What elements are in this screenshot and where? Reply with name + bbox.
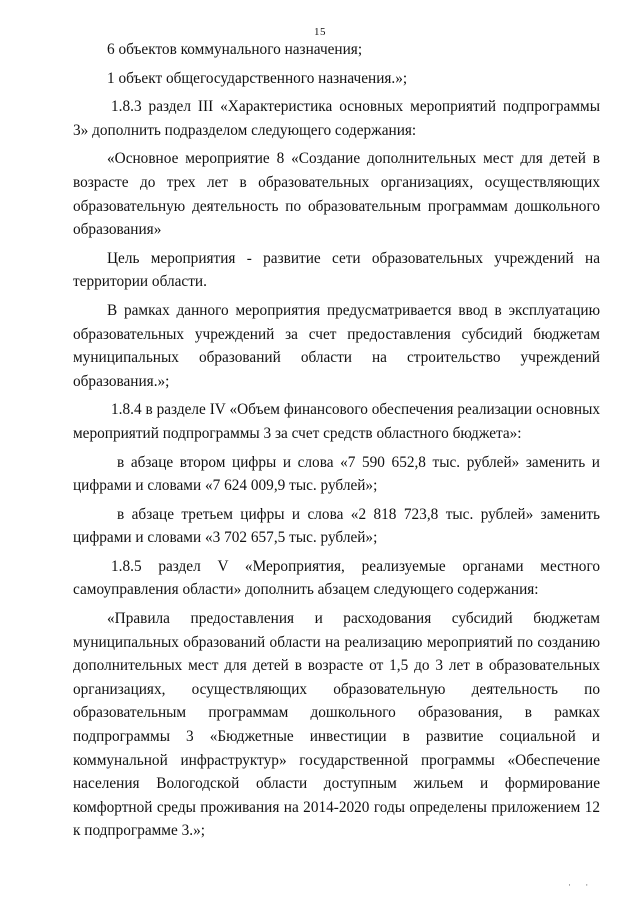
paragraph-main-activity-8: «Основное мероприятие 8 «Создание дополнительных мест для детей в возрасте до трех лет в образовательных организациях, осуществляющих образовательную деятельность по образовательным программам дошкольного образования» bbox=[73, 150, 600, 239]
paragraph-second-abzac: в абзаце втором цифры и слова «7 590 652,8 тыс. рублей» заменить и цифрами и словами «7 624 009,9 тыс. рублей»; bbox=[73, 453, 600, 495]
page-number: 15 bbox=[314, 26, 326, 38]
paragraph-activity-goal: Цель мероприятия - развитие сети образовательных учреждений на территории области. bbox=[73, 249, 600, 291]
paragraph-subsidy-rules: «Правила предоставления и расходования субсидий бюджетам муниципальных образований области на реализацию мероприятий по созданию дополнительных мест для детей в возрасте от 1,5 до 3 лет в образовательных организациях, осуществляющих образовательную деятельность по образовательным программам дошкольного образования, в рамках подпрограммы 3 «Бюджетные инвестиции в развитие социальной и коммунальной инфраструктур» государственной программы «Обеспечение населения Вологодской области доступным жильем и формирование комфортной среды проживания на 2014-2020 годы определены приложением 12 к подпрограмме 3.»; bbox=[73, 610, 600, 840]
paragraph-third-abzac: в абзаце третьем цифры и слова «2 818 723,8 тыс. рублей» заменить цифрами и словами «3 702 657,5 тыс. рублей»; bbox=[73, 505, 600, 547]
scan-corner-marks: · · bbox=[568, 880, 595, 890]
paragraph-1-8-4: 1.8.4 в разделе IV «Объем финансового обеспечения реализации основных мероприятий подпрограммы 3 за счет средств областного бюджета»: bbox=[73, 401, 600, 442]
paragraph-activity-scope: В рамках данного мероприятия предусматривается ввод в эксплуатацию образовательных учреждений за счет предоставления субсидий бюджетам муниципальных образований области на строительство учреждений образования.»; bbox=[73, 301, 600, 390]
paragraph-1-8-5: 1.8.5 раздел V «Мероприятия, реализуемые органами местного самоуправления области» дополнить абзацем следующего содержания: bbox=[73, 557, 600, 599]
paragraph-state-object: 1 объект общегосударственного назначения.»; bbox=[107, 69, 408, 87]
paragraph-communal-objects: 6 объектов коммунального назначения; bbox=[107, 41, 363, 58]
paragraph-1-8-3: 1.8.3 раздел III «Характеристика основных мероприятий подпрограммы 3» дополнить подразделом следующего содержания: bbox=[73, 98, 600, 139]
document-body bbox=[73, 38, 600, 848]
